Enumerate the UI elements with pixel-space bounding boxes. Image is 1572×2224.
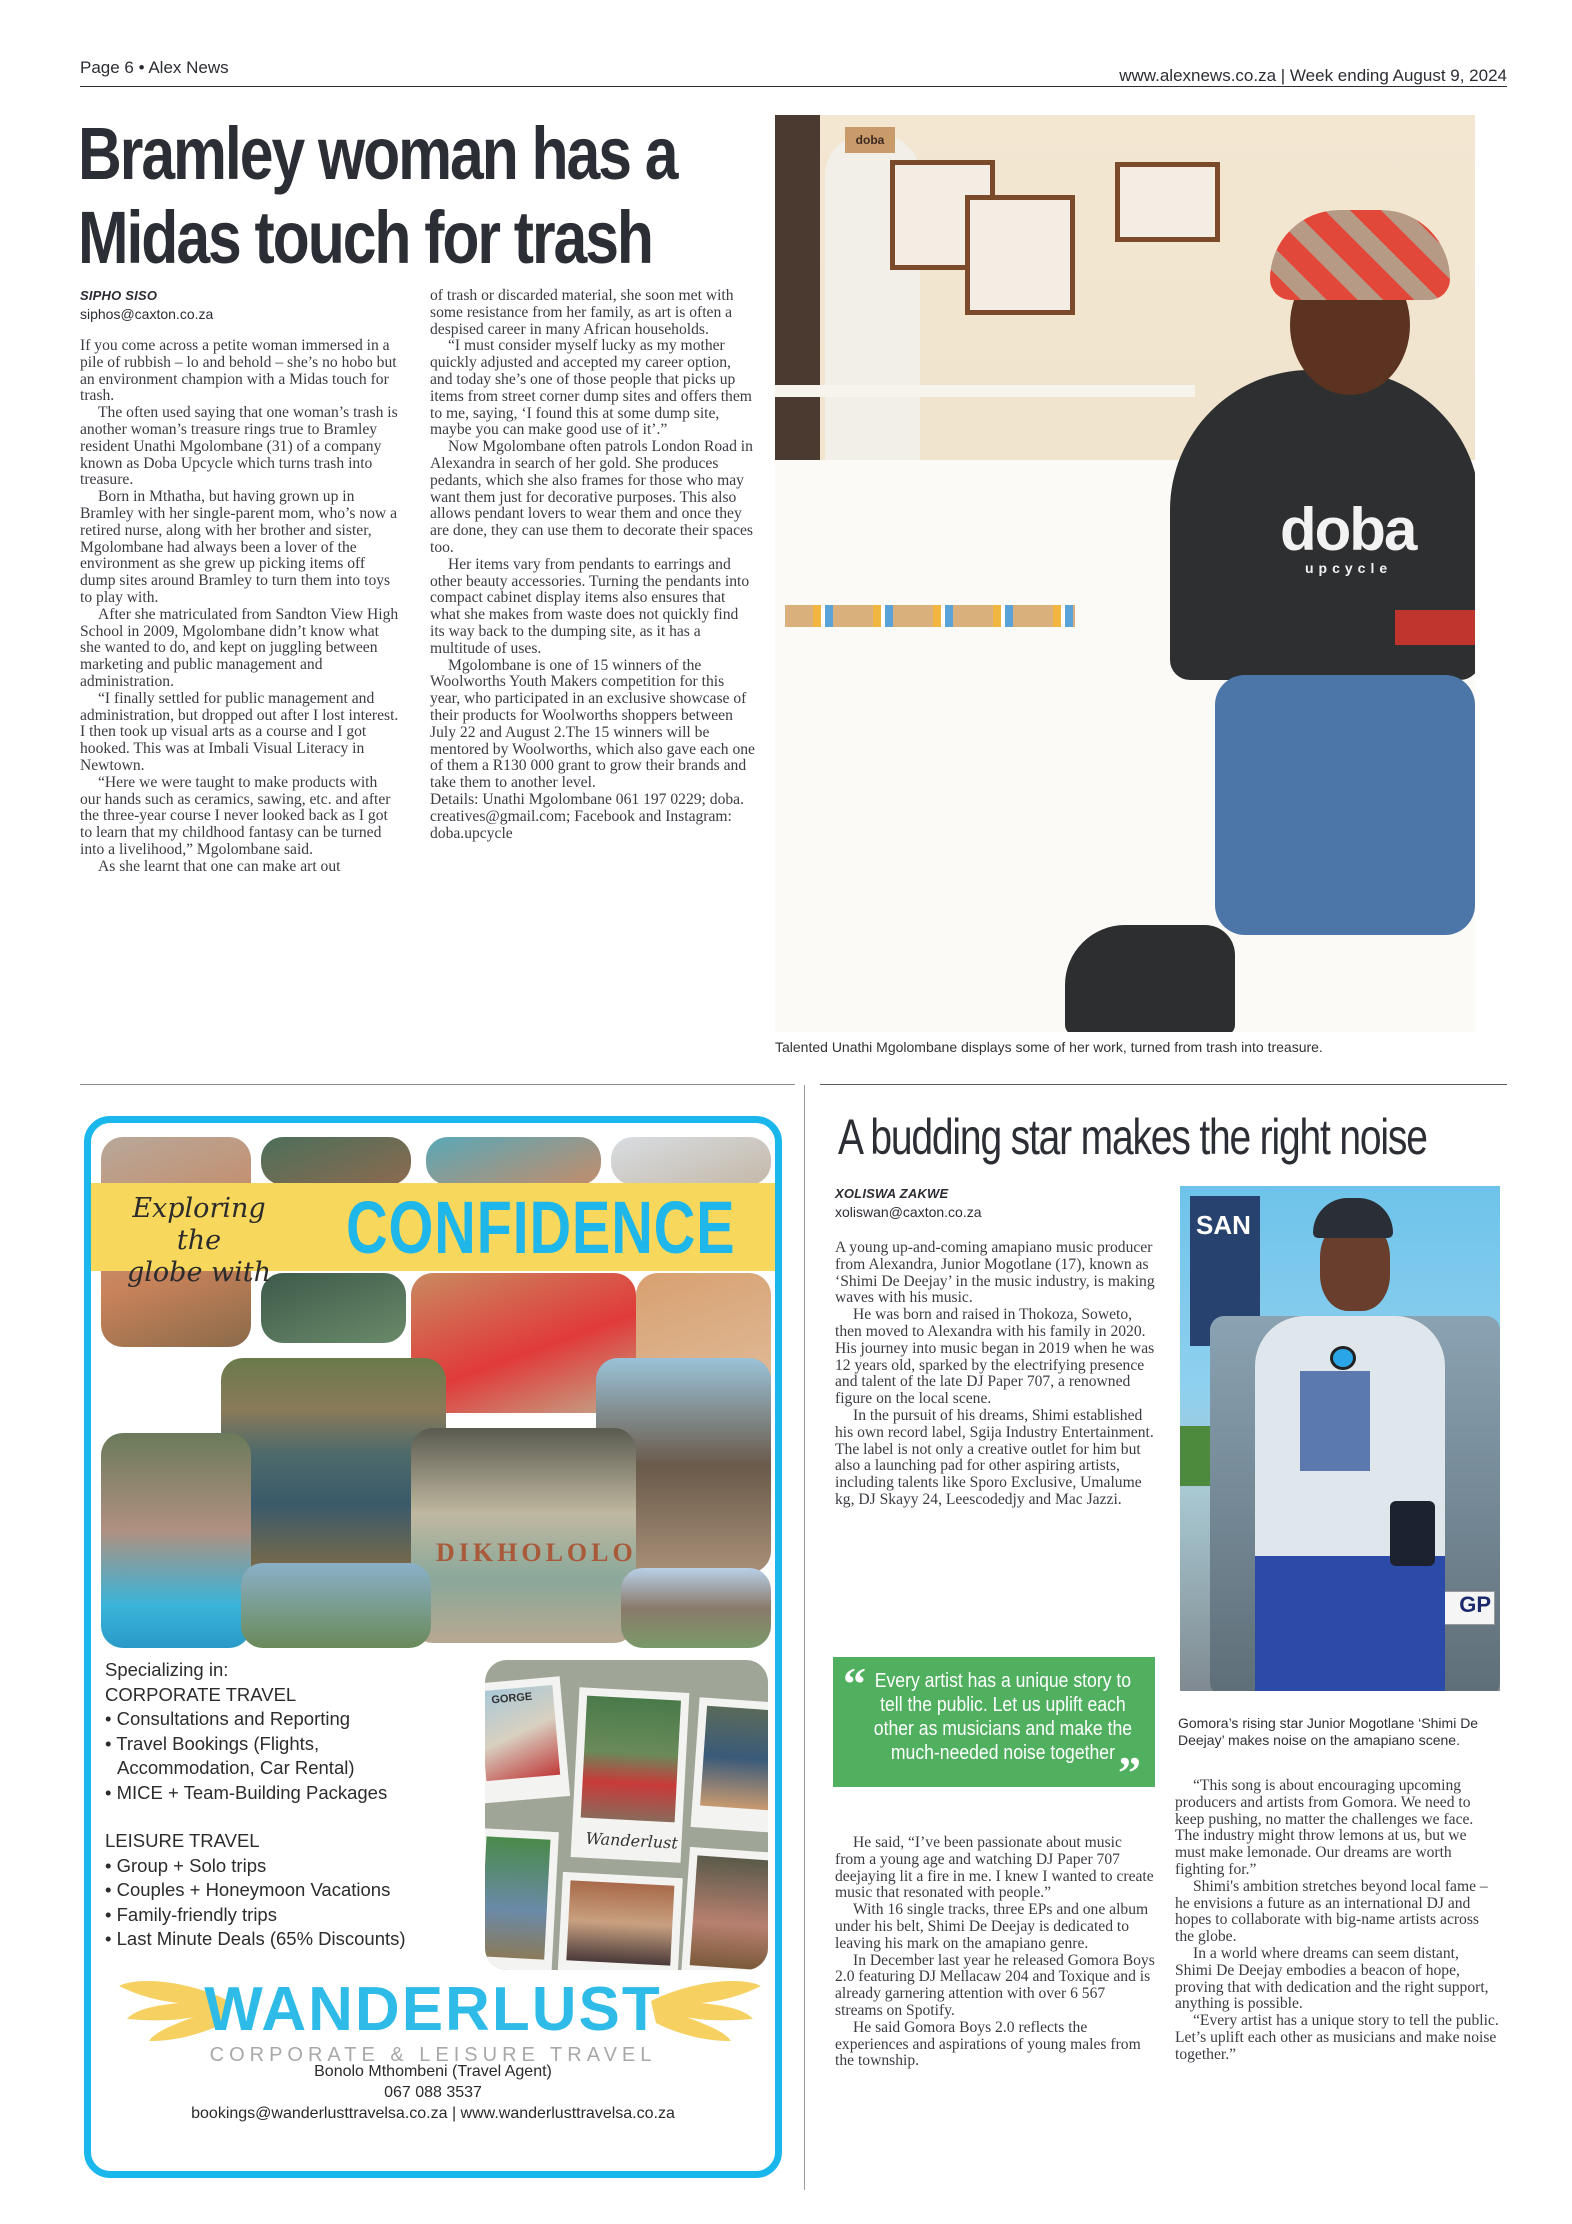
- polaroid: [680, 1847, 768, 1970]
- story2-column-1: [835, 1240, 1155, 1509]
- service-item: • Couples + Honeymoon Vacations: [105, 1879, 391, 1900]
- crochet-hat: [1270, 210, 1450, 300]
- earring-cards: [785, 605, 1075, 627]
- story1-column-2: [430, 288, 756, 842]
- story1-headline-line1: Bramley woman has a: [78, 112, 677, 195]
- service-item: Accommodation, Car Rental): [117, 1757, 355, 1778]
- service-item: • Group + Solo trips: [105, 1854, 267, 1876]
- header-rule: [80, 86, 1507, 87]
- agent-email-website[interactable]: bookings@wanderlusttravelsa.co.za | www.wanderlusttravelsa.co.za: [191, 2105, 675, 2122]
- story2-byline: XOLISWA ZAKWE: [835, 1186, 949, 1201]
- paragraph: Now Mgolombane often patrols London Road in Alexandra in search of her gold. She produces pedants, which she also frames for those who may want them just for decorative purposes. This also allows pendant lovers to wear them and once they are done, they can use them to decorate their spaces too.: [430, 438, 753, 556]
- story1-byline: SIPHO SISO: [80, 288, 158, 303]
- watch: [1330, 1346, 1356, 1370]
- service-item: • Travel Bookings (Flights,: [105, 1732, 320, 1754]
- polaroid: [485, 1828, 559, 1970]
- paragraph: After she matriculated from Sandton View High School in 2009, Mgolombane didn’t know what she wanted to do, and kept on juggling between marketing and public management and administration.: [80, 605, 399, 690]
- paragraph: “Every artist has a unique story to tell the public. Let’s uplift each other as musicians and make noise together.”: [1175, 2012, 1499, 2063]
- paragraph: In the pursuit of his dreams, Shimi established his own record label, Sgija Industry Entertainment. The label is not only a creative outlet for him but also a launching pad for other aspiring artists, including talents like Sporo Exclusive, Umalume kg, DJ Skayy 24, Leescodedjy and Mac Jazzi.: [835, 1406, 1154, 1508]
- story2-email: xoliswan@caxton.co.za: [835, 1204, 982, 1220]
- services-intro: Specializing in:: [105, 1659, 229, 1680]
- polaroid-collage: [485, 1660, 768, 1970]
- page-header-left: Page 6 • Alex News: [80, 58, 229, 77]
- crossbody-bag: [1390, 1501, 1435, 1566]
- open-quote-icon: “: [843, 1658, 866, 1709]
- pull-quote-text: Every artist has a unique story to tell the public. Let us uplift each other as musicians and make the much-needed noise together: [873, 1670, 1133, 1764]
- collage-photo: [611, 1137, 771, 1185]
- paragraph: He said, “I’ve been passionate about music from a young age and watching DJ Paper 707 deejaying lit a fire in me. I knew I wanted to create music that resonated with people.”: [835, 1834, 1154, 1902]
- polaroid-script: Wanderlust: [585, 1828, 679, 1853]
- story2-headline: A budding star makes the right noise: [838, 1109, 1427, 1165]
- paragraph: Born in Mthatha, but having grown up in Bramley with her single-parent mom, who’s now a retired nurse, along with her brother and sister, Mgolombane had always been a lover of the environment as she grew up picking items off dump sites around Bramley to turn them into toys to play with.: [80, 488, 398, 606]
- story1-headline-line2: Midas touch for trash: [78, 196, 652, 279]
- paragraph: If you come across a petite woman immersed in a pile of rubbish – lo and behold – she’s no hobo but an environment champion with a Midas touch for trash.: [80, 337, 397, 405]
- paragraph: “I finally settled for public management and administration, but dropped out after I lost interest. I then took up visual arts as a course and I got hooked. This was at Imbali Visual Literacy in Newtown.: [80, 689, 399, 774]
- polaroid-featured: [571, 1687, 690, 1863]
- banner-headline: CONFIDENCE: [346, 1186, 736, 1269]
- paragraph: The often used saying that one woman’s trash is another woman’s treasure rings true to Bramley resident Unathi Mgolombane (31) of a company known as Doba Upcycle which turns trash into treasure.: [80, 404, 398, 489]
- polaroid: [691, 1697, 768, 1833]
- pull-quote: [833, 1657, 1155, 1798]
- paragraph: A young up-and-coming amapiano music producer from Alexandra, Junior Mogotlane (17), known as ‘Shimi De Deejay’ in the music industry, is making waves with his music.: [835, 1239, 1155, 1307]
- banner-script: [114, 1193, 284, 1289]
- paragraph: In December last year he released Gomora Boys 2.0 featuring DJ Mellacaw 204 and Toxique and is already garnering attention with over 6 567 streams on Spotify.: [835, 1951, 1155, 2019]
- paragraph: He was born and raised in Thokoza, Soweto, then moved to Alexandra with his family in 2020. His journey into music began in 2019 when he was 12 years old, sparked by the electrifying presence and talent of the late DJ Paper 707, a renowned figure on the local scene.: [835, 1306, 1155, 1408]
- service-item: • MICE + Team-Building Packages: [105, 1781, 388, 1803]
- paragraph: In a world where dreams can seem distant, Shimi De Deejay embodies a beacon of hope, proving that with dedication and the right support, anything is possible.: [1175, 1944, 1489, 2013]
- column-divider: [804, 1085, 805, 2190]
- paragraph: Mgolombane is one of 15 winners of the Woolworths Youth Makers competition for this year, who participated in an exclusive showcase of their products for Woolworths shoppers between July 22 and August 2.The 15 winners will be mentored by Woolworths, which also gave each one of them a R130 000 grant to grow their brands and take them to another level.: [430, 656, 755, 792]
- story2-photo: [1180, 1186, 1500, 1691]
- sign-text: SAN: [1196, 1210, 1251, 1240]
- page-header-right: www.alexnews.co.za | Week ending August 9, 2024: [1119, 66, 1507, 85]
- polaroid-sign: GORGE: [490, 1690, 533, 1707]
- brand-tagline: CORPORATE & LEISURE TRAVEL: [209, 2044, 657, 2066]
- collage-photo-bridge: [241, 1563, 431, 1648]
- close-quote-icon: ”: [1118, 1747, 1141, 1798]
- number-plate: GP: [1440, 1591, 1495, 1625]
- paragraph: Shimi's ambition stretches beyond local fame – he envisions a future as an international DJ and hopes to collaborate with big-name artists across the globe.: [1175, 1877, 1488, 1946]
- agent-phone[interactable]: 067 088 3537: [384, 2084, 482, 2101]
- display-frame: [965, 195, 1075, 315]
- story2-column-2: [1175, 1778, 1500, 2064]
- contact-details: Details: Unathi Mgolombane 061 197 0229; doba. creatives@gmail.com; Facebook and Instagram: doba.upcycle: [430, 790, 744, 842]
- sweater-brand: doba: [1280, 496, 1416, 563]
- collage-photo-sign: [411, 1428, 636, 1643]
- paragraph: of trash or discarded material, she soon met with some resistance from her family, as art is often a despised career in many African households.: [430, 287, 734, 338]
- red-bandana: [1395, 610, 1475, 645]
- polaroid: [485, 1676, 570, 1803]
- collage-photo: [426, 1137, 601, 1185]
- services-list: [105, 1658, 435, 1952]
- sweater-sub: upcycle: [1305, 560, 1393, 576]
- jeans: [1215, 675, 1475, 935]
- paragraph: With 16 single tracks, three EPs and one album under his belt, Shimi De Deejay is dedicated to leaving his mark on the amapiano genre.: [835, 1901, 1149, 1952]
- story1-email: siphos@caxton.co.za: [80, 306, 214, 322]
- section-rule-right: [820, 1084, 1507, 1085]
- collage-sign-text: DIKHOLOLO: [436, 1538, 637, 1567]
- brand-name: WANDERLUST: [204, 1975, 662, 2044]
- banner-script-line1: Exploring the: [132, 1193, 266, 1256]
- paragraph: “This song is about encouraging upcoming producers and artists from Gomora. We need to keep pushing, no matter the challenges we face. The industry might throw lemons at us, but we must make lemonade. Our dreams are worth fighting for.”: [1175, 1777, 1474, 1878]
- collage-photo: [261, 1137, 411, 1185]
- story2-column-1-continued: [835, 1835, 1155, 2070]
- service-item: • Last Minute Deals (65% Discounts): [105, 1928, 406, 1949]
- display-frame: [1115, 162, 1220, 242]
- service-item: • Consultations and Reporting: [105, 1708, 351, 1729]
- spacer: [105, 1805, 435, 1829]
- paragraph: He said Gomora Boys 2.0 reflects the experiences and aspirations of young males from the township.: [835, 2018, 1141, 2070]
- collage-photo-pool: [101, 1433, 251, 1648]
- blue-pants: [1255, 1556, 1445, 1691]
- story1-photo: [775, 115, 1475, 1032]
- paragraph: As she learnt that one can make art out: [98, 857, 341, 875]
- collage-photo-mountain: [621, 1568, 771, 1648]
- tshirt-print: [1300, 1371, 1370, 1471]
- section-rule-left: [80, 1084, 795, 1085]
- service-item: • Family-friendly trips: [105, 1903, 277, 1925]
- wanderlust-advert: [84, 1116, 782, 2178]
- story1-column-1: [80, 338, 400, 876]
- story2-photo-caption: Gomora’s rising star Junior Mogotlane ‘Shimi De Deejay’ makes noise on the amapiano scene.: [1178, 1715, 1479, 1748]
- paragraph: “I must consider myself lucky as my mother quickly adjusted and accepted my career option, and today she’s one of those people that picks up items from street corner dump sites and offers them to me, saying, ‘I found this at some dump site, maybe you can make good use of it’.”: [430, 337, 752, 439]
- story1-headline: [78, 112, 677, 280]
- doba-tag: doba: [845, 127, 895, 153]
- sneaker: [1065, 925, 1235, 1032]
- services-heading-leisure: LEISURE TRAVEL: [105, 1830, 260, 1851]
- story1-photo-caption: Talented Unathi Mgolombane displays some of her work, turned from trash into treasure.: [775, 1039, 1323, 1055]
- ad-banner: [84, 1183, 782, 1288]
- polaroid: [557, 1872, 683, 1970]
- services-heading-corporate: CORPORATE TRAVEL: [105, 1683, 297, 1705]
- paragraph: Her items vary from pendants to earrings and other beauty accessories. Turning the pendants into compact cabinet display items also ensures that what she makes from waste does not quickly find its way back to the dumping site, as it has a multitude of uses.: [430, 555, 750, 657]
- ad-contact: [91, 2061, 775, 2124]
- banner-script-line2: globe with: [126, 1257, 271, 1288]
- agent-name: Bonolo Mthombeni (Travel Agent): [314, 2063, 552, 2080]
- paragraph: “Here we were taught to make products with our hands such as ceramics, sawing, etc. and after the three-year course I never looked back as I got to learn that my childhood fantasy can be turned into a livelihood,” Mgolombane said.: [80, 773, 391, 858]
- cap: [1313, 1198, 1393, 1238]
- wanderlust-logo: [91, 1975, 775, 2067]
- shelf: [775, 385, 1195, 397]
